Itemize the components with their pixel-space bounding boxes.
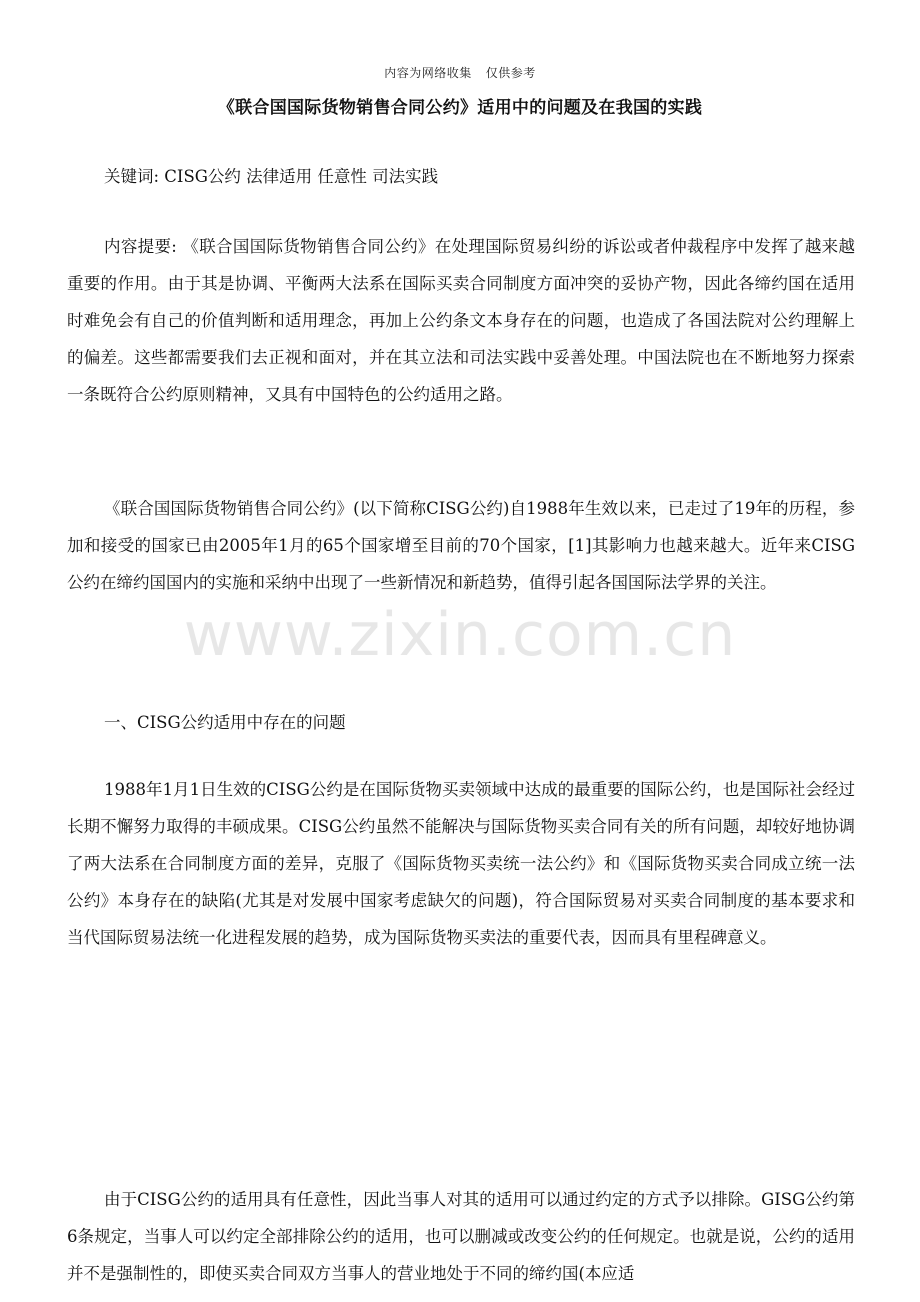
header-disclaimer: [0, 64, 920, 81]
watermark-text: www.zixin.com.cn: [183, 600, 737, 670]
header-note-left: 内容为网络收集: [384, 66, 472, 80]
section-heading: 一、CISG公约适用中存在的问题: [104, 713, 346, 732]
document-title: 《联合国国际货物销售合同公约》适用中的问题及在我国的实践: [217, 98, 703, 118]
intro-paragraph: 《联合国国际货物销售合同公约》(以下简称CISG公约)自1988年生效以来，已走过了19年的历程，参加和接受的国家已由2005年1月的65个国家增至目前的70个国家，[1]其影响力也越来越大。近年来CISG公约在缔约国国内的实施和采纳中出现了一些新情况和新趋势，值得引起各国国际法学界的关注。: [67, 499, 855, 592]
body-paragraph-1988: 1988年1月1日生效的CISG公约是在国际货物买卖领域中达成的最重要的国际公约，也是国际社会经过长期不懈努力取得的丰硕成果。CISG公约虽然不能解决与国际货物买卖合同有关的所有问题，却较好地协调了两大法系在合同制度方面的差异，克服了《国际货物买卖统一法公约》和《国际货物买卖合同成立统一法公约》本身存在的缺陷(尤其是对发展中国家考虑缺欠的问题)，符合国际贸易对买卖合同制度的基本要求和当代国际贸易法统一化进程发展的趋势，成为国际货物买卖法的重要代表，因而具有里程碑意义。: [67, 780, 855, 947]
header-note-right: 仅供参考: [485, 66, 536, 80]
body-paragraph-optional: 由于CISG公约的适用具有任意性，因此当事人对其的适用可以通过约定的方式予以排除。GISG公约第6条规定，当事人可以约定全部排除公约的适用，也可以删减或改变公约的任何规定。也就是说，公约的适用并不是强制性的，即使买卖合同双方当事人的营业地处于不同的缔约国(本应适: [67, 1190, 855, 1283]
keywords-line: 关键词: CISG公约 法律适用 任意性 司法实践: [104, 167, 439, 186]
abstract-paragraph: 内容提要: 《联合国国际货物销售合同公约》在处理国际贸易纠纷的诉讼或者仲裁程序中发挥了越来越重要的作用。由于其是协调、平衡两大法系在国际买卖合同制度方面冲突的妥协产物，因此各缔约国在适用时难免会有自己的价值判断和适用理念，再加上公约条文本身存在的问题，也造成了各国法院对公约理解上的偏差。这些都需要我们去正视和面对，并在其立法和司法实践中妥善处理。中国法院也在不断地努力探索一条既符合公约原则精神，又具有中国特色的公约适用之路。: [67, 237, 855, 404]
